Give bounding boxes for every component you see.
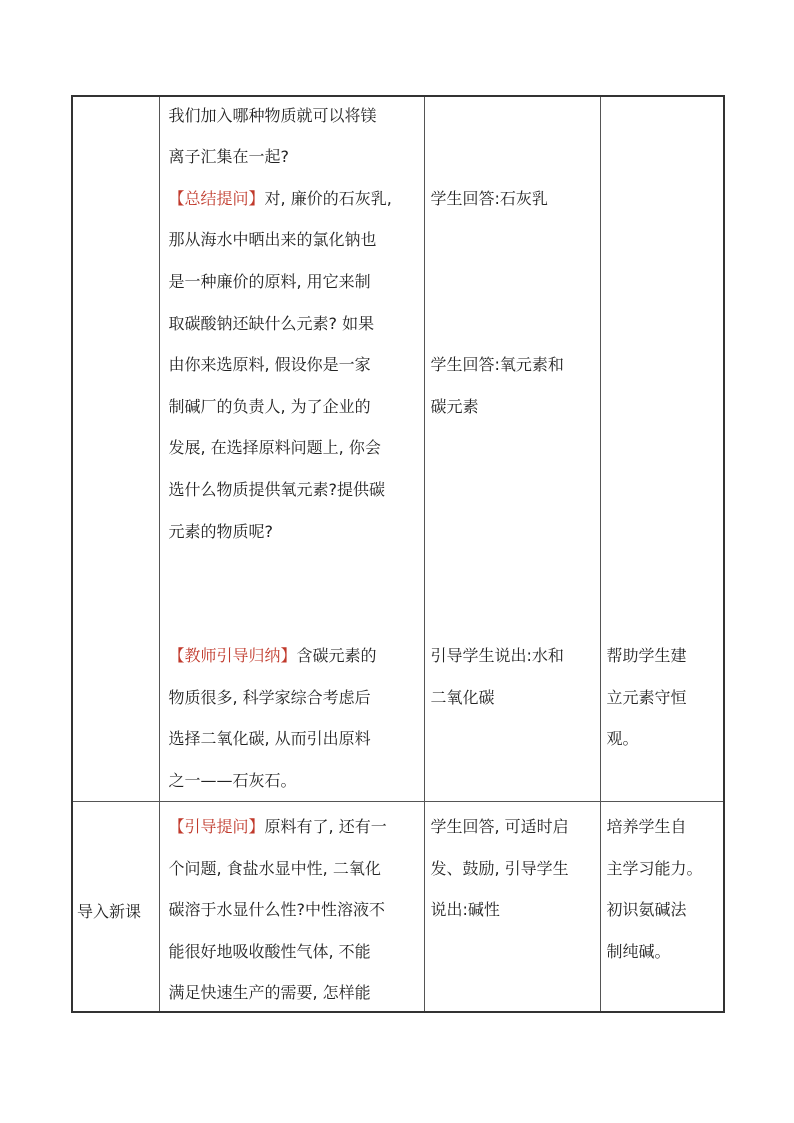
text-line: 培养学生自 (606, 817, 687, 836)
text-line: 取碳酸钠还缺什么元素? 如果 (168, 314, 375, 333)
stage-label: 导入新课 (77, 902, 142, 921)
text-line: 那从海水中晒出来的氯化钠也 (168, 230, 377, 249)
text-line: 选择二氧化碳, 从而引出原料 (168, 729, 371, 748)
summary-question-tag: 【总结提问】 (168, 189, 265, 208)
lesson-plan-table (71, 95, 725, 1013)
text-line: 我们加入哪种物质就可以将镁 (168, 106, 377, 125)
table-row (72, 96, 724, 802)
text-line: 满足快速生产的需要, 怎样能 (168, 983, 371, 1002)
text-line: 之一——石灰石。 (168, 771, 297, 790)
table-row (72, 802, 724, 1013)
text-line: 学生回答:石灰乳 (430, 189, 548, 208)
text-line: 学生回答:氧元素和 (430, 355, 564, 374)
teacher-guide-tag: 【教师引导归纳】 (168, 646, 297, 665)
text-line: 物质很多, 科学家综合考虑后 (168, 688, 371, 707)
text-line: 能很好地吸收酸性气体, 不能 (168, 942, 371, 961)
text-line: 个问题, 食盐水显中性, 二氧化 (168, 859, 381, 878)
text-line: 发展, 在选择原料问题上, 你会 (168, 438, 381, 457)
text-line: 【引导提问】原料有了, 还有一 (168, 817, 387, 836)
text-line: 观。 (606, 729, 639, 748)
text-line: 制碱厂的负责人, 为了企业的 (168, 397, 371, 416)
text-line: 是一种廉价的原料, 用它来制 (168, 272, 371, 291)
row2-student-activity-cell (424, 802, 600, 1013)
text-line: 【总结提问】对, 廉价的石灰乳, (168, 189, 392, 208)
text-line: 选什么物质提供氧元素?提供碳 (168, 480, 385, 499)
row1-teacher-activity-cell (159, 96, 424, 802)
text-line: 发、鼓励, 引导学生 (430, 859, 569, 878)
row1-design-intent-cell (600, 96, 724, 802)
text-line: 碳元素 (430, 397, 479, 416)
text-line: 由你来选原料, 假设你是一家 (168, 355, 371, 374)
row2-design-intent-cell (600, 802, 724, 1013)
text-line: 碳溶于水显什么性?中性溶液不 (168, 900, 385, 919)
text-line: 二氧化碳 (430, 688, 495, 707)
text-line: 立元素守恒 (606, 688, 687, 707)
text-line: 【教师引导归纳】含碳元素的 (168, 646, 377, 665)
row1-stage-cell (72, 96, 159, 802)
text-line: 帮助学生建 (606, 646, 687, 665)
row2-stage-cell (72, 802, 159, 1013)
text-line: 学生回答, 可适时启 (430, 817, 569, 836)
text-line: 引导学生说出:水和 (430, 646, 564, 665)
text-line: 主学习能力。 (606, 859, 703, 878)
text-line: 说出:碱性 (430, 900, 500, 919)
guide-question-tag: 【引导提问】 (168, 817, 265, 836)
text-line: 元素的物质呢? (168, 522, 273, 541)
text-line: 离子汇集在一起? (168, 147, 289, 166)
text-line: 制纯碱。 (606, 942, 671, 961)
text-line: 初识氨碱法 (606, 900, 687, 919)
row1-student-activity-cell (424, 96, 600, 802)
row2-teacher-activity-cell (159, 802, 424, 1013)
